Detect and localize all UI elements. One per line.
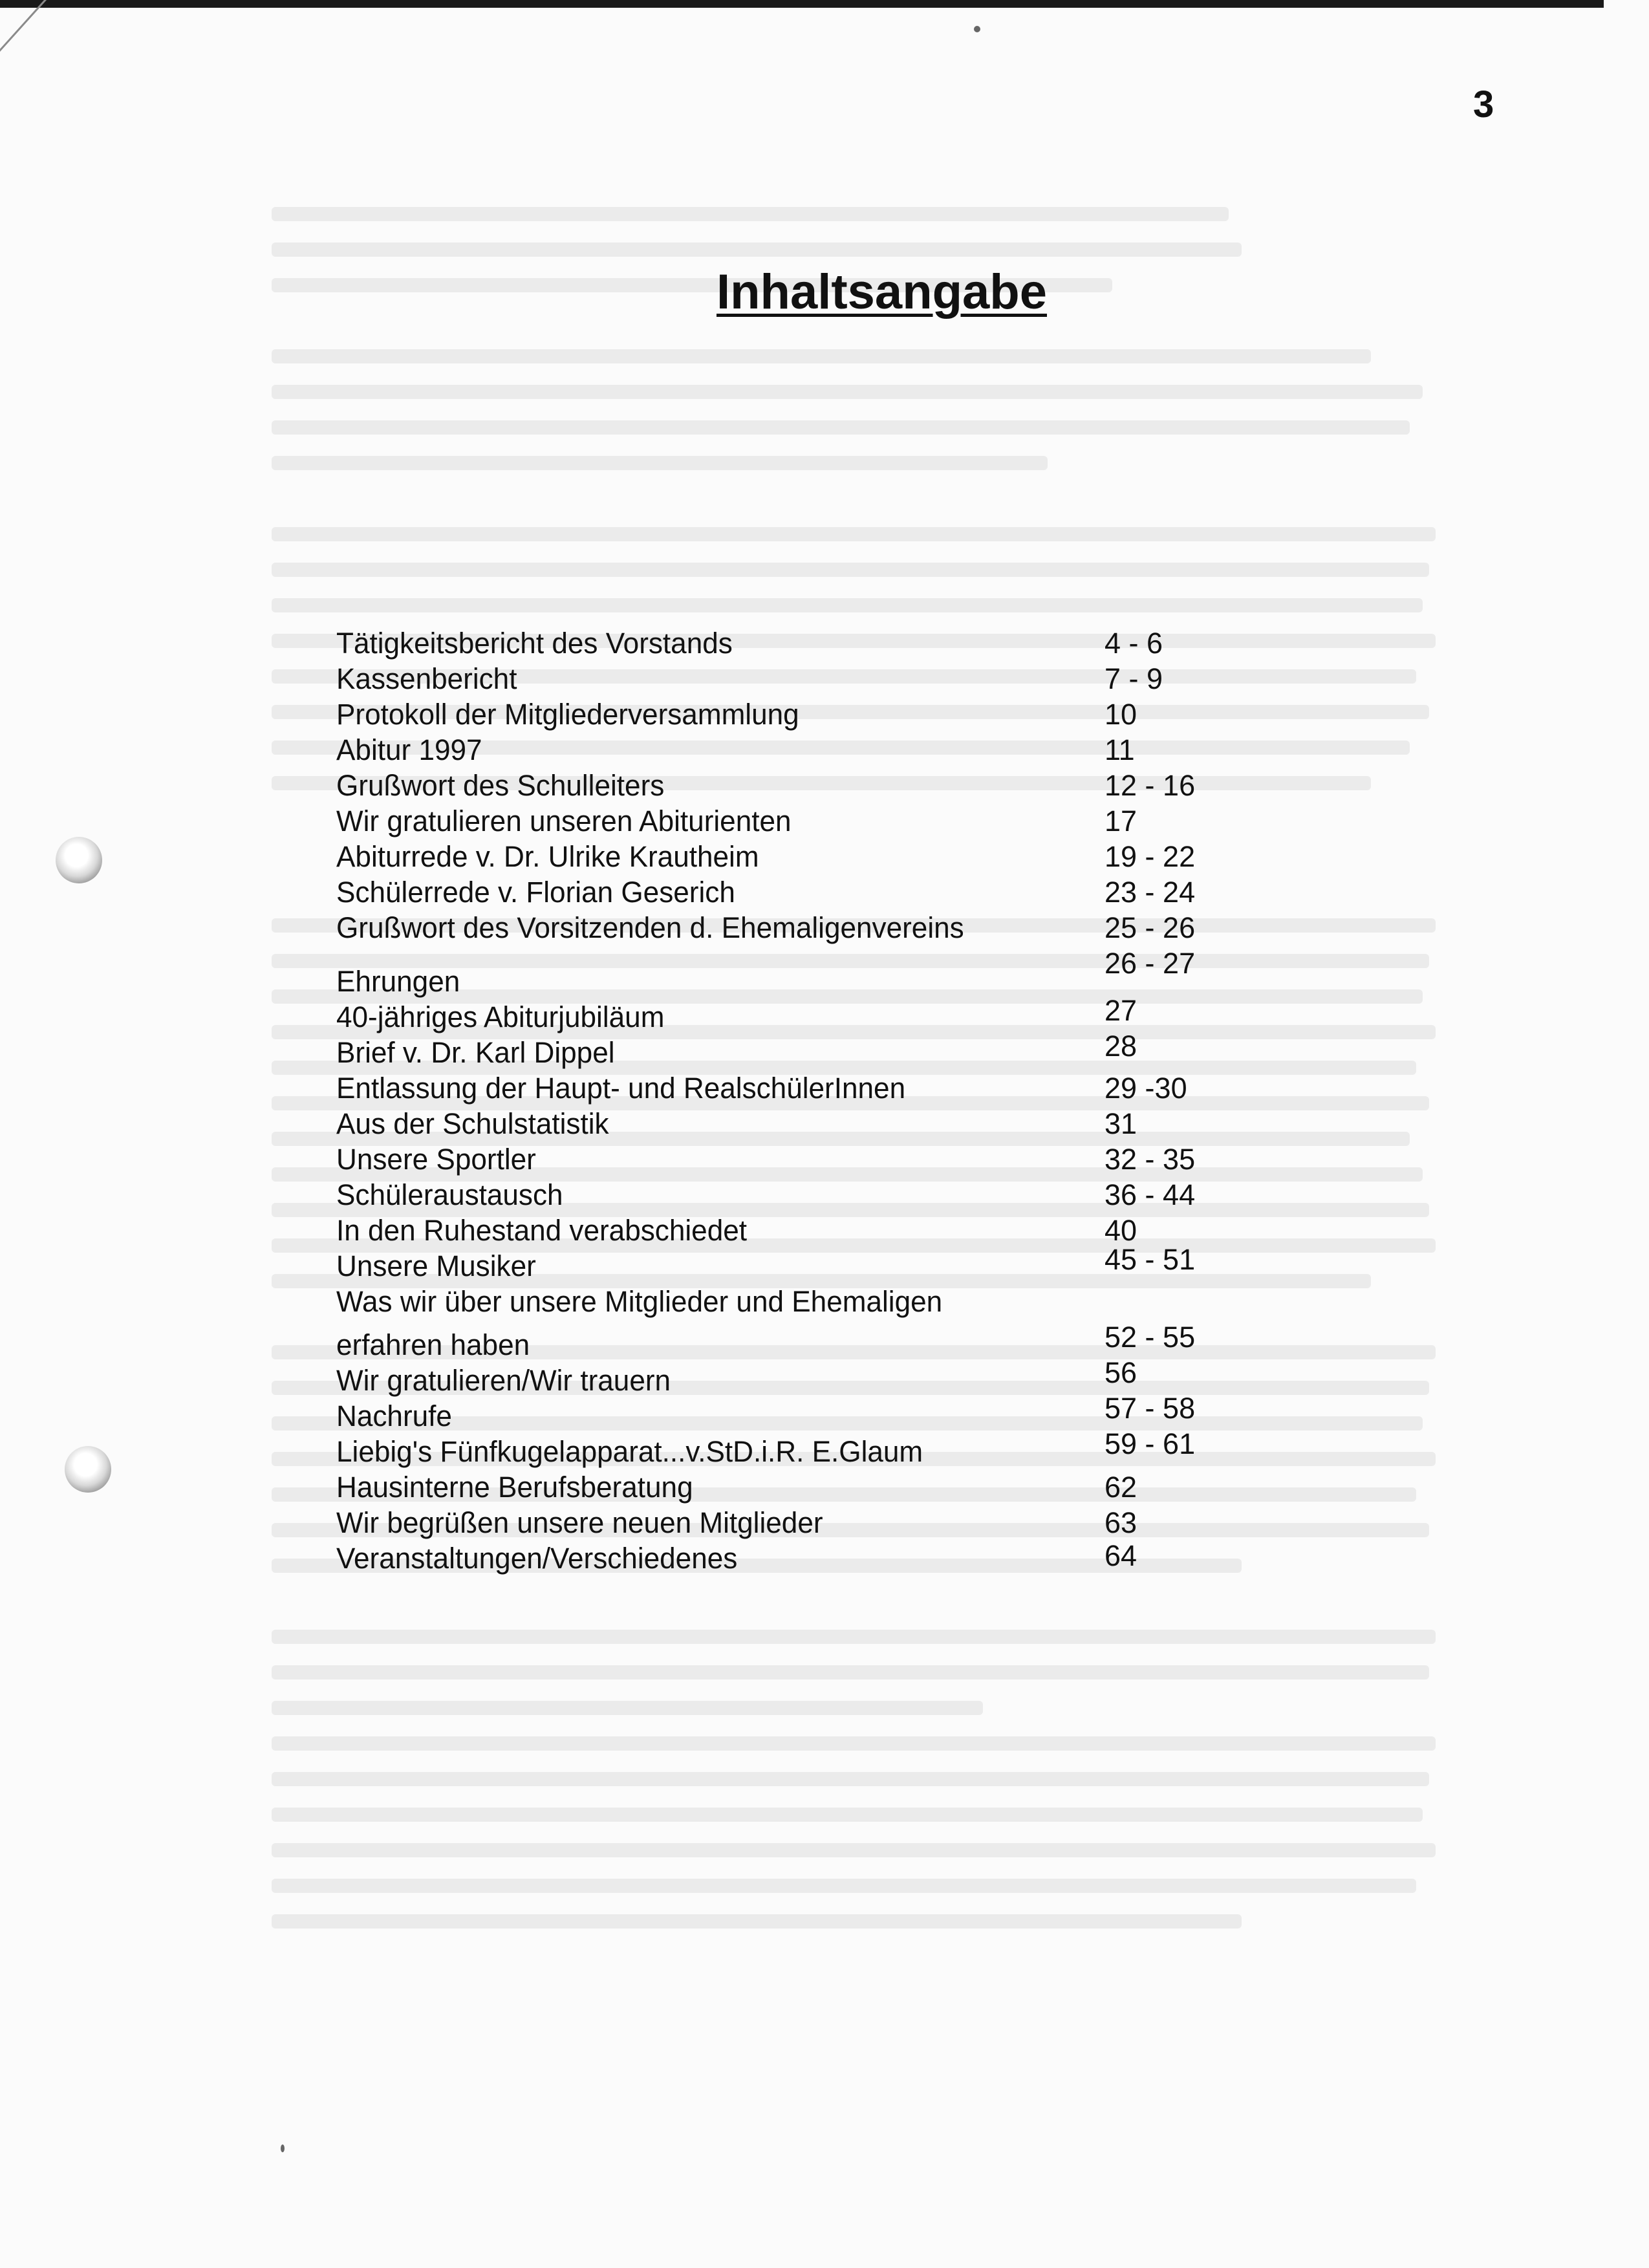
toc-entry-pages: 19 - 22 — [1105, 840, 1196, 873]
toc-entry — [0, 1230, 1649, 1282]
toc-entry — [0, 768, 1649, 806]
toc-entry-pages: 59 - 61 — [1105, 1427, 1196, 1460]
toc-entry-title: Brief v. Dr. Karl Dippel — [336, 1036, 615, 1069]
toc-entry-title: Wir gratulieren/Wir trauern — [336, 1364, 671, 1397]
toc-entry-pages: 45 - 51 — [1105, 1243, 1196, 1276]
toc-entry-pages: 27 — [1105, 994, 1137, 1027]
toc-entry-pages: 36 - 44 — [1105, 1178, 1196, 1211]
toc-entry — [0, 910, 1649, 949]
toc-entry-title: Unsere Sportler — [336, 1143, 536, 1176]
toc-entry — [0, 1443, 1649, 1504]
toc-entry-pages: 32 - 35 — [1105, 1143, 1196, 1176]
toc-entry — [0, 625, 1649, 664]
toc-entry-pages: 25 - 26 — [1105, 911, 1196, 944]
toc-entry-pages: 63 — [1105, 1506, 1137, 1539]
toc-entry — [0, 1479, 1649, 1539]
toc-entry-pages: 31 — [1105, 1107, 1137, 1140]
page-title: Inhaltsangabe — [717, 265, 1047, 319]
toc-entry-pages: 56 — [1105, 1356, 1137, 1389]
toc-entry-title: 40-jähriges Abiturjubiläum — [336, 1000, 665, 1033]
toc-entry-title: erfahren haben — [336, 1328, 530, 1361]
toc-entry — [0, 839, 1649, 878]
toc-entry-title: Grußwort des Vorsitzenden d. Ehemaligenvereins — [336, 911, 964, 944]
toc-entry — [0, 945, 1649, 998]
toc-entry — [0, 1123, 1649, 1176]
toc-entry — [0, 1372, 1649, 1432]
toc-entry-title: Wir begrüßen unsere neuen Mitglieder — [336, 1506, 823, 1539]
toc-entry-pages: 28 — [1105, 1030, 1137, 1063]
toc-entry-pages: 64 — [1105, 1539, 1137, 1572]
toc-entry — [0, 1301, 1649, 1361]
toc-entry — [0, 1159, 1649, 1211]
toc-entry-title: Wir gratulieren unseren Abiturienten — [336, 805, 792, 837]
toc-entry-pages: 7 - 9 — [1105, 662, 1163, 695]
toc-entry-title: Abiturrede v. Dr. Ulrike Krautheim — [336, 840, 759, 873]
toc-entry-title: Hausinterne Berufsberatung — [336, 1471, 693, 1504]
toc-entry-pages: 57 - 58 — [1105, 1392, 1196, 1425]
toc-entry-pages: 17 — [1105, 805, 1137, 837]
toc-entry-title: Kassenbericht — [336, 662, 517, 695]
toc-entry-pages: 29 -30 — [1105, 1072, 1187, 1105]
page-number: 3 — [1473, 83, 1494, 125]
toc-entry — [0, 1337, 1649, 1397]
toc-entry-pages: 40 — [1105, 1214, 1137, 1247]
toc-entry — [0, 1515, 1649, 1575]
toc-entry — [0, 1408, 1649, 1468]
toc-entry — [0, 1052, 1649, 1105]
toc-entry — [0, 874, 1649, 913]
toc-entry — [0, 1194, 1649, 1247]
toc-entry-title: Aus der Schulstatistik — [336, 1107, 609, 1140]
toc-entry-title: Schüleraustausch — [336, 1178, 563, 1211]
toc-entry-title: Tätigkeitsbericht des Vorstands — [336, 627, 733, 660]
toc-entry-pages: 11 — [1105, 733, 1135, 766]
toc-entry-pages: 12 - 16 — [1105, 769, 1196, 802]
toc-entry — [0, 803, 1649, 842]
toc-entry-title: Protokoll der Mitgliederversammlung — [336, 698, 799, 731]
toc-entry — [0, 661, 1649, 700]
toc-entry — [0, 732, 1649, 771]
toc-entry-pages: 26 - 27 — [1105, 947, 1196, 980]
toc-entry-title: Ehrungen — [336, 965, 460, 998]
toc-entry-title: Nachrufe — [336, 1399, 452, 1432]
toc-entry-pages: 52 - 55 — [1105, 1321, 1196, 1354]
toc-entry-title: Grußwort des Schulleiters — [336, 769, 665, 802]
toc-entry-title: In den Ruhestand verabschiedet — [336, 1214, 747, 1247]
toc-entry — [0, 1088, 1649, 1140]
toc-entry-pages: 23 - 24 — [1105, 876, 1196, 909]
toc-entry — [0, 1266, 1649, 1318]
toc-entry-pages: 10 — [1105, 698, 1137, 731]
toc-entry-title: Was wir über unsere Mitglieder und Ehemaligen — [336, 1285, 943, 1318]
toc-entry-title: Unsere Musiker — [336, 1249, 536, 1282]
toc-entry-pages: 62 — [1105, 1471, 1137, 1504]
toc-entry-title: Veranstaltungen/Verschiedenes — [336, 1542, 738, 1575]
toc-entry — [0, 981, 1649, 1033]
toc-entry-title: Liebig's Fünfkugelapparat...v.StD.i.R. E.Glaum — [336, 1435, 923, 1468]
toc-entry-title: Entlassung der Haupt- und RealschülerInnen — [336, 1072, 906, 1105]
toc-entry — [0, 697, 1649, 735]
toc-entry-pages: 4 - 6 — [1105, 627, 1163, 660]
toc-entry — [0, 1017, 1649, 1069]
toc-entry-title: Abitur 1997 — [336, 733, 482, 766]
toc-entry-title: Schülerrede v. Florian Geserich — [336, 876, 735, 909]
